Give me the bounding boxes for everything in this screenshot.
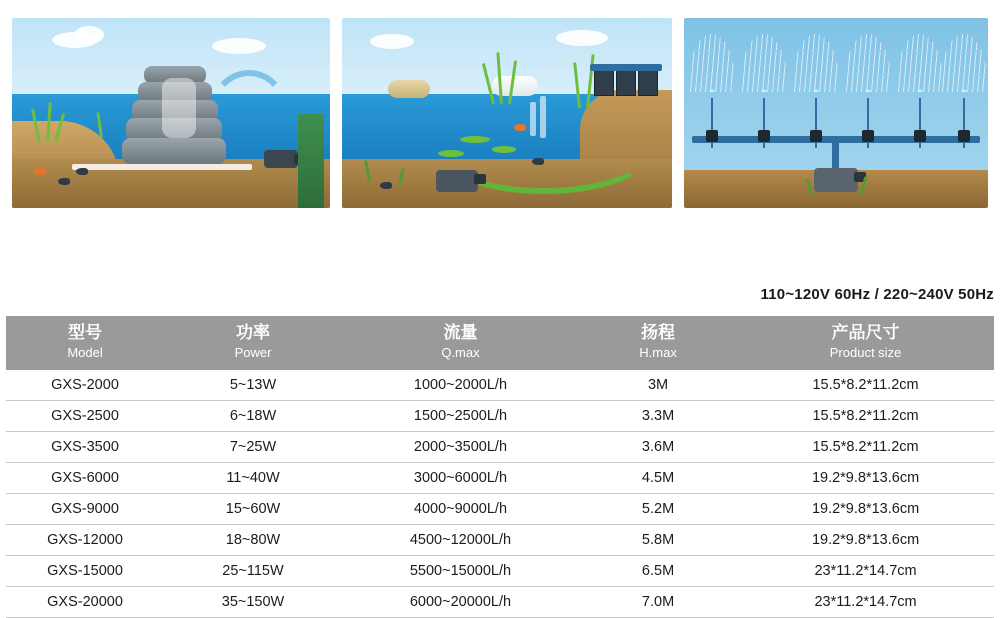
table-row — [6, 494, 994, 525]
table-row — [6, 401, 994, 432]
valve — [958, 130, 970, 142]
filter-box — [594, 70, 614, 96]
header-qmax-cn: 流量 — [443, 323, 478, 342]
cell-qmax: 3000~6000L/h — [342, 463, 579, 494]
rock — [388, 80, 430, 98]
cell-hmax: 5.2M — [579, 494, 737, 525]
cell-size: 19.2*9.8*13.6cm — [737, 494, 994, 525]
table-row — [6, 525, 994, 556]
cell-model: GXS-2500 — [6, 401, 164, 432]
cell-model: GXS-2000 — [6, 370, 164, 401]
cell-hmax: 5.8M — [579, 525, 737, 556]
cell-size: 15.5*8.2*11.2cm — [737, 401, 994, 432]
cell-model: GXS-15000 — [6, 556, 164, 587]
pond-wall — [298, 114, 324, 208]
illustration-garden-pond — [342, 18, 672, 208]
spec-table-head — [6, 316, 994, 370]
pump-icon — [264, 150, 298, 168]
pump-icon — [814, 168, 858, 192]
cell-model: GXS-9000 — [6, 494, 164, 525]
hose — [208, 70, 290, 162]
table-row — [6, 370, 994, 401]
cell-size: 19.2*9.8*13.6cm — [737, 463, 994, 494]
fish — [514, 124, 526, 131]
cell-qmax: 5500~15000L/h — [342, 556, 579, 587]
cloud-icon — [556, 30, 608, 46]
cell-power: 6~18W — [164, 401, 342, 432]
fish — [34, 168, 46, 175]
illustration-sprinkler-irrigation — [684, 18, 988, 208]
rock — [122, 138, 226, 164]
spec-table-body — [6, 370, 994, 618]
header-size-cn: 产品尺寸 — [831, 323, 900, 342]
cloud-icon — [370, 34, 414, 49]
cell-model: GXS-6000 — [6, 463, 164, 494]
fish — [76, 168, 88, 175]
cell-hmax: 7.0M — [579, 587, 737, 618]
cell-hmax: 3.3M — [579, 401, 737, 432]
cell-power: 7~25W — [164, 432, 342, 463]
cell-power: 18~80W — [164, 525, 342, 556]
table-row — [6, 587, 994, 618]
table-row — [6, 432, 994, 463]
cloud-icon — [212, 38, 266, 54]
pump-icon — [436, 170, 478, 192]
header-model-en: Model — [67, 345, 103, 360]
header-qmax — [342, 316, 579, 370]
cell-size: 15.5*8.2*11.2cm — [737, 370, 994, 401]
header-power — [164, 316, 342, 370]
fish — [380, 182, 392, 189]
cell-size: 19.2*9.8*13.6cm — [737, 525, 994, 556]
cell-qmax: 1500~2500L/h — [342, 401, 579, 432]
header-hmax — [579, 316, 737, 370]
header-row — [6, 316, 994, 370]
cell-power: 5~13W — [164, 370, 342, 401]
cell-model: GXS-3500 — [6, 432, 164, 463]
valve — [758, 130, 770, 142]
pipe — [590, 64, 662, 71]
waterfall-stream — [162, 78, 196, 138]
cell-power: 35~150W — [164, 587, 342, 618]
cell-hmax: 3.6M — [579, 432, 737, 463]
fish — [58, 178, 70, 185]
header-size-en: Product size — [829, 345, 902, 360]
cell-hmax: 6.5M — [579, 556, 737, 587]
cell-size: 15.5*8.2*11.2cm — [737, 432, 994, 463]
fish — [532, 158, 544, 165]
header-power-en: Power — [234, 345, 272, 360]
valve — [810, 130, 822, 142]
header-hmax-cn: 扬程 — [641, 323, 676, 342]
illustration-rockery-waterfall — [12, 18, 330, 208]
cell-hmax: 3M — [579, 370, 737, 401]
filter-box — [616, 70, 636, 96]
table-row — [6, 556, 994, 587]
header-hmax-en: H.max — [639, 345, 677, 360]
drop-pipe — [832, 136, 839, 170]
table-row — [6, 463, 994, 494]
header-power-cn: 功率 — [235, 323, 270, 342]
valve — [862, 130, 874, 142]
filter-box — [638, 70, 658, 96]
cell-qmax: 1000~2000L/h — [342, 370, 579, 401]
cell-size: 23*11.2*14.7cm — [737, 556, 994, 587]
header-qmax-en: Q.max — [441, 345, 480, 360]
cell-power: 11~40W — [164, 463, 342, 494]
water-jet — [72, 164, 252, 170]
cell-model: GXS-12000 — [6, 525, 164, 556]
spec-table — [6, 316, 994, 618]
voltage-note: 110~120V 60Hz / 220~240V 50Hz — [760, 286, 994, 303]
cloud-icon — [74, 26, 104, 44]
valve — [914, 130, 926, 142]
cell-qmax: 2000~3500L/h — [342, 432, 579, 463]
valve — [706, 130, 718, 142]
illustration-row — [12, 18, 988, 208]
cell-qmax: 4000~9000L/h — [342, 494, 579, 525]
spec-table-wrapper — [6, 316, 994, 618]
cell-power: 25~115W — [164, 556, 342, 587]
cell-hmax: 4.5M — [579, 463, 737, 494]
header-model-cn: 型号 — [68, 323, 103, 342]
header-size — [737, 316, 994, 370]
header-model — [6, 316, 164, 370]
cell-power: 15~60W — [164, 494, 342, 525]
cell-qmax: 4500~12000L/h — [342, 525, 579, 556]
cell-model: GXS-20000 — [6, 587, 164, 618]
cell-qmax: 6000~20000L/h — [342, 587, 579, 618]
cell-size: 23*11.2*14.7cm — [737, 587, 994, 618]
